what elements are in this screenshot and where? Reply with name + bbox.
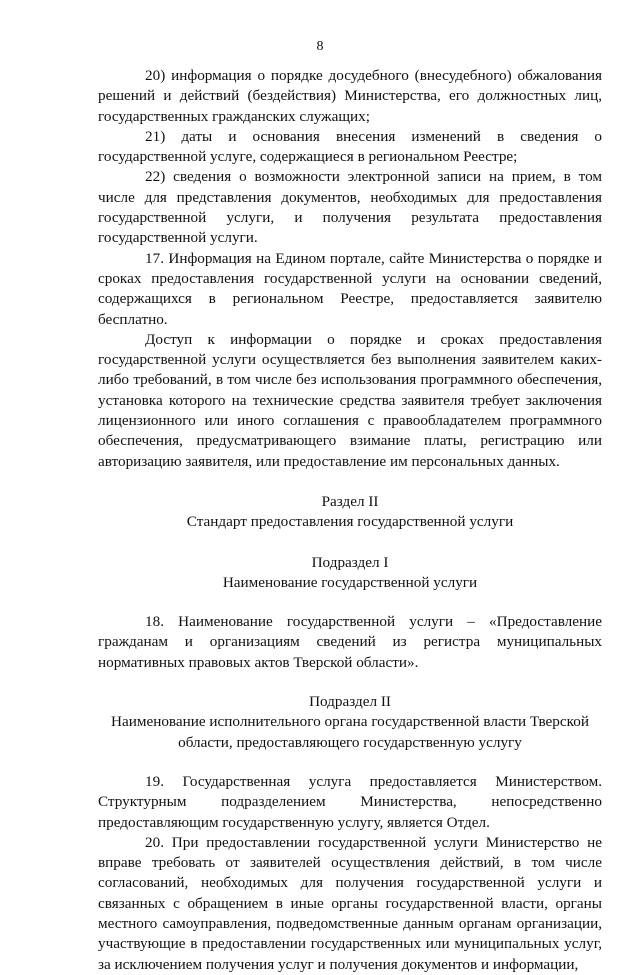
- subsection-1-title: Наименование государственной услуги: [222, 573, 478, 591]
- subsection-2-title: Наименование исполнительного органа государственной власти Тверской области, предоставляющего государственную услугу: [111, 713, 589, 751]
- paragraph-20: 20. При предоставлении государственной услуги Министерство не вправе требовать от заявителей осуществления действий, в том числе согласований, необходимых для получения государственной услуги и связанных с обращением в иные органы государственной власти, органы местного самоуправления, подведомственные данным органам организации, участвующие в предоставлении государственных или муниципальных услуг, за исключением получения услуг и получения документов и информации,: [98, 833, 602, 973]
- document-body: [98, 66, 602, 975]
- subsection-1-label: Подраздел I: [311, 553, 389, 571]
- list-item-22: 22) сведения о возможности электронной записи на прием, в том числе для представления документов, необходимых для предоставления государственной услуги, и получения результата предоставления государственной услуги.: [98, 168, 602, 247]
- paragraph-18: 18. Наименование государственной услуги – «Предоставление гражданам и организациям сведений из регистра муниципальных нормативных правовых актов Тверской области».: [98, 613, 602, 671]
- section-title: Стандарт предоставления государственной услуги: [186, 513, 514, 531]
- list-item-21: 21) даты и основания внесения изменений в сведения о государственной услуге, содержащиеся в региональном Реестре;: [98, 127, 602, 166]
- paragraph-19: 19. Государственная услуга предоставляется Министерством. Структурным подразделением Министерства, непосредственно предоставляющим государственную услугу, является Отдел.: [98, 772, 602, 831]
- page-number: 8: [316, 39, 324, 54]
- list-item-20: 20) информация о порядке досудебного (внесудебного) обжалования решений и действий (бездействия) Министерства, его должностных лиц, государственных гражданских служащих;: [98, 67, 602, 125]
- paragraph-17: 17. Информация на Едином портале, сайте Министерства о порядке и сроках предоставления государственной услуги на основании сведений, содержащихся в региональном Реестре, предоставляется заявителю бесплатно.: [98, 249, 602, 328]
- subsection-2-label: Подраздел II: [309, 693, 391, 711]
- access-paragraph: Доступ к информации о порядке и сроках предоставления государственной услуги осуществляется без выполнения заявителем каких-либо требований, в том числе без использования программного обеспечения, установка которого на технические средства заявителя требует заключения лицензионного или иного соглашения с правообладателем программного обеспечения, предусматривающего взимание платы, регистрацию или авторизацию заявителя, или предоставление им персональных данных.: [98, 330, 602, 470]
- section-label: Раздел II: [321, 492, 379, 510]
